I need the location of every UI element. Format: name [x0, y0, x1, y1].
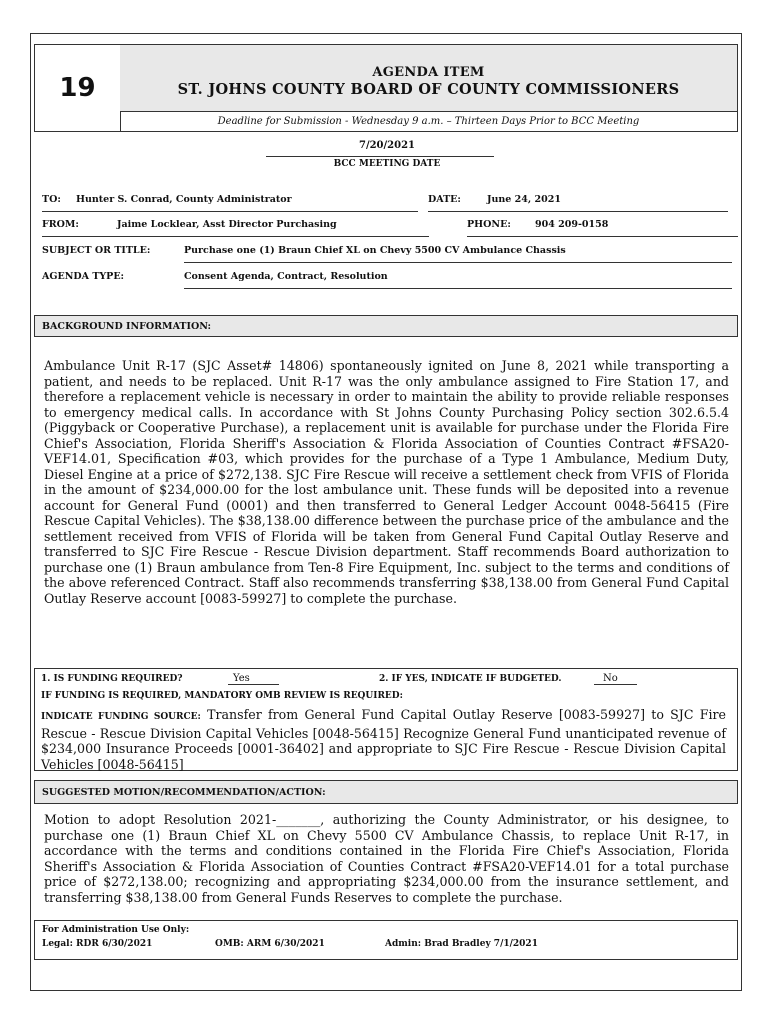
funding-box [34, 668, 738, 771]
date-value: June 24, 2021 [487, 194, 561, 205]
header-title-block [120, 45, 737, 112]
from-underline [42, 236, 429, 237]
legal-approval: Legal: RDR 6/30/2021 [42, 939, 153, 949]
funding-required-label: 1. IS FUNDING REQUIRED? [41, 674, 183, 684]
agenda-item-number: 19 [35, 45, 121, 131]
header-line1: AGENDA ITEM [372, 65, 485, 80]
admin-approval: Admin: Brad Bradley 7/1/2021 [385, 939, 538, 949]
subject-underline [184, 262, 732, 263]
to-value: Hunter S. Conrad, County Administrator [76, 194, 292, 205]
date-label: DATE: [428, 194, 461, 205]
header-line2: ST. JOHNS COUNTY BOARD OF COUNTY COMMISSIONERS [177, 81, 680, 98]
subject-label: SUBJECT OR TITLE: [42, 245, 151, 256]
date-underline [428, 211, 728, 212]
agenda-type-underline [184, 288, 732, 289]
budgeted-value: No [594, 673, 637, 685]
funding-required-value: Yes [228, 673, 279, 685]
funding-source-text: Transfer from General Fund Capital Outlay Reserve [0083-59927] to SJC Fire Rescue - Rescue Division Capital Vehicles [0048-56415] Recognize General Fund unanticipated revenue of $234,000 Insurance Proceeds [0001-36402] and appropriate to SJC Fire Rescue - Rescue Division Capital Vehicles [0048-56415] [41, 707, 726, 772]
omb-review-note: IF FUNDING IS REQUIRED, MANDATORY OMB REVIEW IS REQUIRED: [41, 691, 403, 701]
to-underline [42, 211, 418, 212]
agenda-type-label: AGENDA TYPE: [42, 271, 125, 282]
meeting-date-underline [266, 156, 494, 157]
budgeted-label: 2. IF YES, INDICATE IF BUDGETED. [379, 674, 562, 684]
subject-value: Purchase one (1) Braun Chief XL on Chevy 5500 CV Ambulance Chassis [184, 245, 566, 256]
omb-approval: OMB: ARM 6/30/2021 [215, 939, 325, 949]
phone-underline [467, 236, 738, 237]
meeting-date-label: BCC MEETING DATE [333, 159, 441, 169]
admin-heading: For Administration Use Only: [42, 925, 190, 935]
phone-label: PHONE: [467, 219, 511, 230]
submission-deadline: Deadline for Submission - Wednesday 9 a.m. – Thirteen Days Prior to BCC Meeting [217, 116, 640, 127]
background-text: Ambulance Unit R-17 (SJC Asset# 14806) spontaneously ignited on June 8, 2021 while transporting a patient, and needs to be replaced. Unit R-17 was the only ambulance assigned to Fire Station 17, and therefore a replacement vehicle is necessary in order to maintain the ability to provide reliable responses to emergency medical calls. In accordance with St Johns County Purchasing Policy section 302.6.5.4 (Piggyback or Cooperative Purchase), a replacement unit is available for purchase under the Florida Fire Chief's Association, Florida Sheriff's Association & Florida Association of Counties Contract #FSA20-VEF14.01, Specification #03, which provides for the purchase of a Type 1 Ambulance, Medium Duty, Diesel Engine at a price of $272,138. SJC Fire Rescue will receive a settlement check from VFIS of Florida in the amount of $234,000.00 for the lost ambulance unit. These funds will be deposited into a revenue account for General Fund (0001) and then transferred to General Ledger Account 0048-56415 (Fire Rescue Capital Vehicles). The $38,138.00 difference between the purchase price of the ambulance and the settlement received from VFIS of Florida will be taken from General Fund Capital Outlay Reserve and transferred to SJC Fire Rescue - Rescue Division department. Staff recommends Board authorization to purchase one (1) Braun ambulance from Ten-8 Fire Equipment, Inc. subject to the terms and conditions of the above referenced Contract. Staff also recommends transferring $38,138.00 from General Fund Capital Outlay Reserve account [0083-59927] to complete the purchase. [44, 358, 729, 606]
agenda-header [34, 44, 738, 132]
agenda-form [30, 33, 742, 991]
motion-heading: SUGGESTED MOTION/RECOMMENDATION/ACTION: [34, 780, 738, 804]
to-label: TO: [42, 194, 61, 205]
agenda-type-value: Consent Agenda, Contract, Resolution [184, 271, 388, 282]
from-label: FROM: [42, 219, 79, 230]
phone-value: 904 209-0158 [535, 219, 609, 230]
background-heading: BACKGROUND INFORMATION: [34, 315, 738, 337]
motion-text: Motion to adopt Resolution 2021-_______, authorizing the County Administrator, or his designee, to purchase one (1) Braun Chief XL on Chevy 5500 CV Ambulance Chassis, to replace Unit R-17, in accordance with the terms and conditions contained in the Florida Fire Chief's Association, Florida Sheriff's Association & Florida Association of Counties Contract #FSA20-VEF14.01 for a total purchase price of $272,138.00; recognizing and appropriating $234,000.00 from the insurance settlement, and transferring $38,138.00 from General Funds Reserves to complete the purchase. [44, 812, 729, 905]
funding-source-label: INDICATE FUNDING SOURCE: [41, 712, 201, 722]
from-value: Jaime Locklear, Asst Director Purchasing [117, 219, 337, 230]
funding-source [41, 707, 726, 772]
admin-box [34, 920, 738, 960]
meeting-date: 7/20/2021 [358, 140, 415, 151]
